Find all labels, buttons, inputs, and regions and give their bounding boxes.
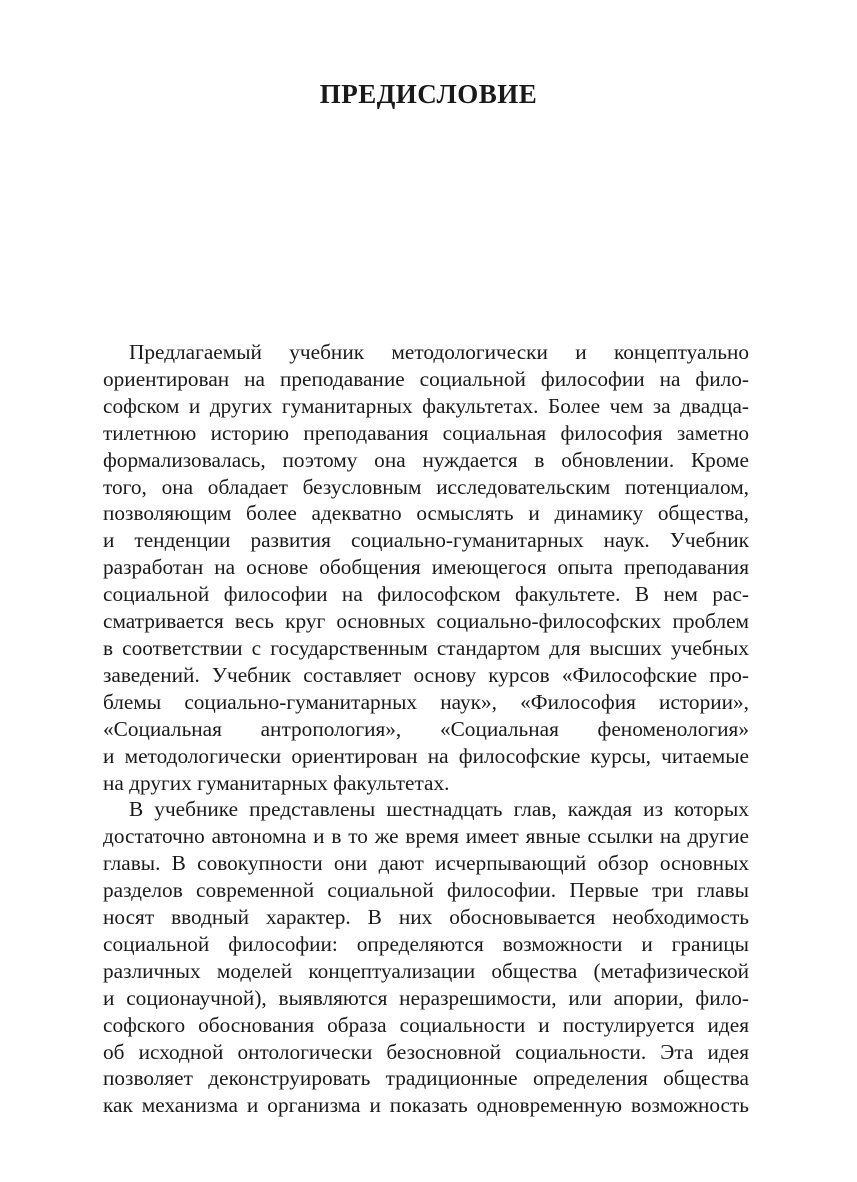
text-line: и соционаучной), выявляются неразрешимости, или апории, фило-: [103, 985, 749, 1010]
text-line: на других гуманитарных факультетах.: [103, 770, 450, 795]
text-line: носят вводный характер. В них обосновывается необходимость: [103, 905, 749, 930]
text-line: софском и других гуманитарных факультетах. Более чем за двадца-: [103, 393, 749, 418]
text-line: социальной философии на философском факультете. В нем рас-: [103, 582, 749, 607]
text-line: сматривается весь круг основных социально-философских проблем: [103, 609, 749, 634]
text-line: блемы социально-гуманитарных наук», «Философия истории»,: [103, 689, 749, 714]
text-line: позволяет деконструировать традиционные определения общества: [103, 1066, 749, 1091]
paragraph-2: [103, 796, 749, 1119]
paragraph-1: [103, 339, 749, 796]
text-line: тилетнюю историю преподавания социальная философия заметно: [103, 420, 749, 445]
text-line: заведений. Учебник составляет основу курсов «Философские про-: [103, 662, 749, 687]
body-text: [103, 339, 749, 1119]
text-line: и тенденции развития социально-гуманитарных наук. Учебник: [103, 528, 749, 553]
text-line: в соответствии с государственным стандартом для высших учебных: [103, 635, 749, 660]
text-line: ориентирован на преподавание социальной философии на фило-: [103, 366, 749, 391]
text-line: и методологически ориентирован на философские курсы, читаемые: [103, 743, 749, 768]
text-line: главы. В совокупности они дают исчерпывающий обзор основных: [103, 851, 749, 876]
page-title: ПРЕДИСЛОВИЕ: [319, 79, 538, 109]
text-line: об исходной онтологически безосновной социальности. Эта идея: [103, 1039, 749, 1064]
text-line: социальной философии: определяются возможности и границы: [103, 931, 749, 956]
text-line: разработан на основе обобщения имеющегося опыта преподавания: [103, 555, 749, 580]
text-line: достаточно автономна и в то же время имеет явные ссылки на другие: [103, 824, 749, 849]
text-line: софского обоснования образа социальности и постулируется идея: [103, 1012, 749, 1037]
text-line: В учебнике представлены шестнадцать глав, каждая из которых: [129, 797, 749, 822]
text-line: разделов современной социальной философии. Первые три главы: [103, 878, 749, 903]
text-line: Предлагаемый учебник методологически и концептуально: [129, 340, 749, 364]
text-line: позволяющим более адекватно осмыслять и динамику общества,: [103, 501, 749, 526]
text-line: как механизма и организма и показать одновременную возможность: [103, 1093, 749, 1118]
text-line: «Социальная антропология», «Социальная феноменология»: [103, 716, 749, 741]
text-line: формализовалась, поэтому она нуждается в обновлении. Кроме: [103, 447, 749, 472]
text-line: различных моделей концептуализации общества (метафизической: [103, 958, 749, 983]
text-line: того, она обладает безусловным исследовательским потенциалом,: [103, 474, 749, 499]
